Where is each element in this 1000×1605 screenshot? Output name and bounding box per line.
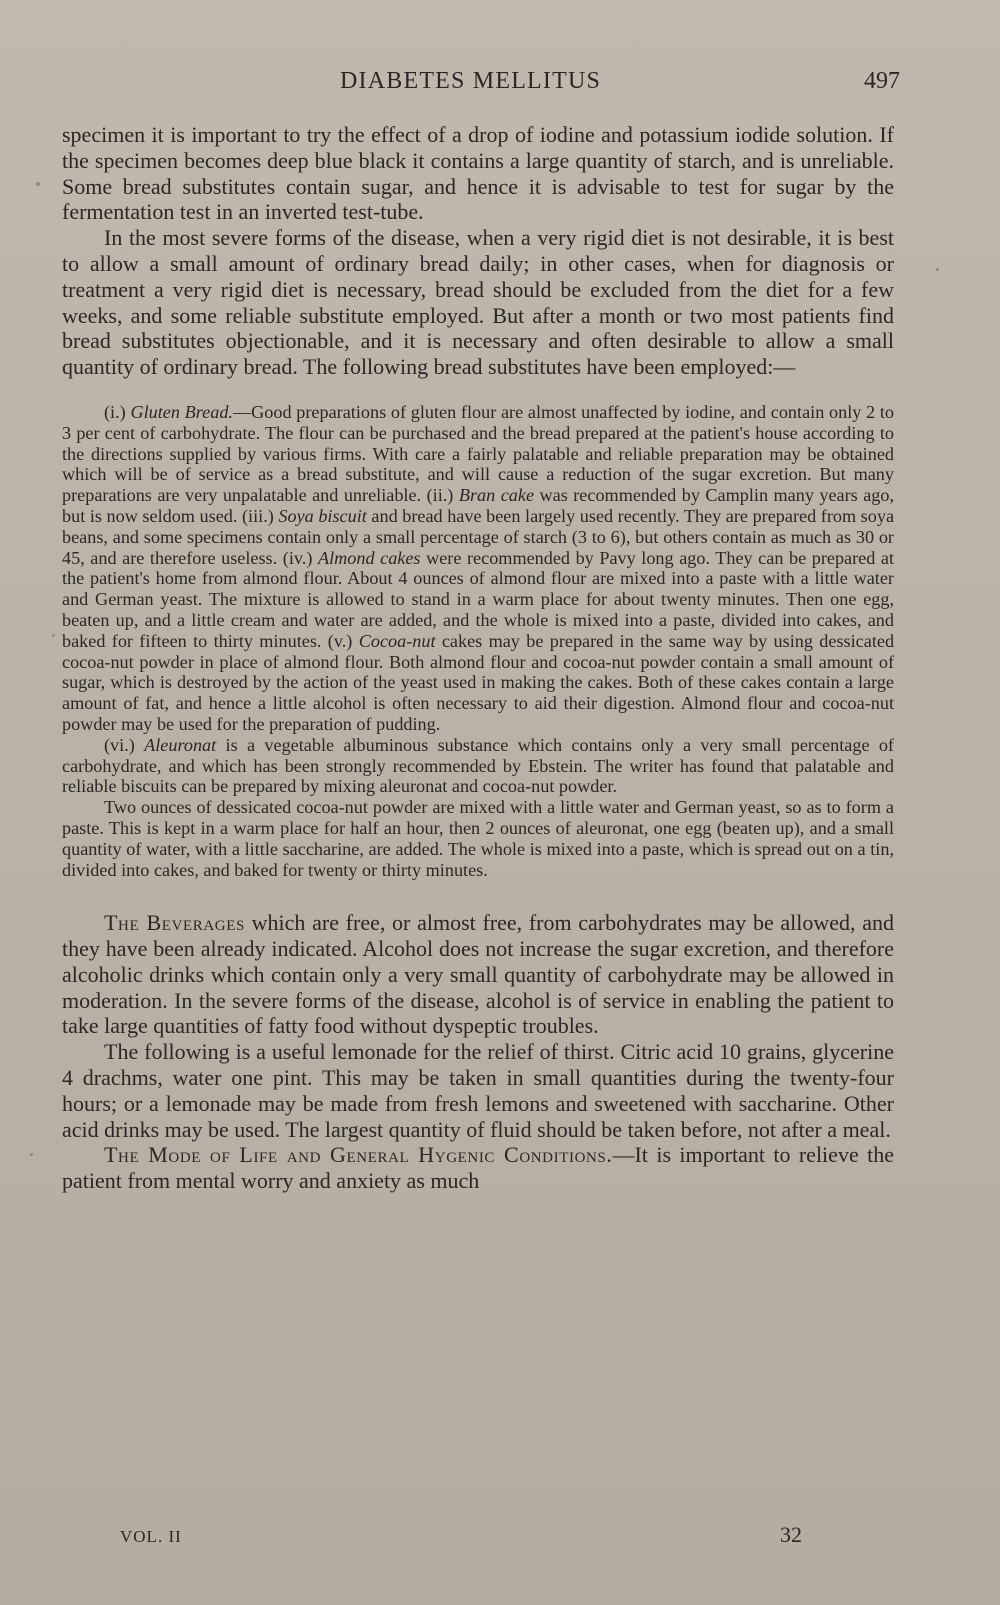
page-number: 497 <box>864 68 900 94</box>
item-number: (iv.) <box>282 547 313 568</box>
section-heading-beverages: The Beverages <box>104 910 245 936</box>
item-number: (i.) <box>104 401 126 422</box>
paragraph-lemonade: The following is a useful lemonade for the relief of thirst. Citric acid 10 grains, glycerine 4 drachms, water one pint. This may be taken in small quantities during the twenty-four hours; or a lemonade may be made from fresh lemons and sweetened with saccharine. Other acid drinks may be used. The largest quantity of fluid should be taken before, not after a meal. <box>62 1039 894 1142</box>
item-number: (iii.) <box>242 505 274 526</box>
beverages-text: which are free, or almost free, from carbohydrates may be allowed, and they have been already indicated. Alcohol does not increase the sugar excretion, and therefore alcoholic drinks which contain only a very small quantity of carbohydrate may be allowed in moderation. In the severe forms of the disease, alcohol is of service in enabling the patient to take large quantities of fatty food without dyspeptic troubles. <box>62 910 895 1039</box>
item-title-cocoa-nut: Cocoa-nut <box>358 630 436 651</box>
paragraph-beverages <box>62 910 894 1039</box>
page-body <box>62 122 894 1194</box>
beverages-section <box>62 910 894 1194</box>
paragraph-aleuronat-recipe: Two ounces of dessicated cocoa-nut powder are mixed with a little water and German yeast, so as to form a paste. This is kept in a warm place for half an hour, then 2 ounces of aleuronat, one egg (beaten up), and a small quantity of water, with a little saccharine, are added. The whole is mixed into a paste, which is spread out on a tin, divided into cakes, and baked for twenty or thirty minutes. <box>62 797 894 880</box>
item-title-almond-cakes: Almond cakes <box>317 547 421 568</box>
item-text-cocoa-nut: cakes may be prepared in the same way by using dessicated cocoa-nut powder in place of almond flour. Both almond flour and cocoa-nut powder contain a small amount of sugar, which is destroyed by the action of the yeast used in making the cakes. Both of these cakes contain a large amount of fat, and hence a little alcohol is often necessary to aid their digestion. Almond flour and cocoa-nut powder may be used for the preparation of pudding. <box>62 630 895 734</box>
paragraph-substitutes-list <box>62 402 894 735</box>
running-title: DIABETES MELLITUS <box>340 68 602 94</box>
paper-speck <box>30 1153 33 1156</box>
item-number: (v.) <box>327 630 353 651</box>
paper-speck <box>36 182 40 186</box>
item-title-gluten-bread: Gluten Bread. <box>130 401 233 422</box>
paragraph-bread-allowance: In the most severe forms of the disease, when a very rigid diet is not desirable, it is best to allow a small amount of ordinary bread daily; in other cases, when for diagnosis or treatment a very rigid diet is necessary, bread should be excluded from the diet for a few weeks, and some reliable substitute employed. But after a month or two most patients find bread substitutes objectionable, and it is necessary and often desirable to allow a small quantity of ordinary bread. The following bread substitutes have been employed:— <box>62 225 894 380</box>
paragraph-mode-of-life <box>62 1142 894 1194</box>
item-text-aleuronat: is a vegetable albuminous substance which contains only a very small percentage of carbohydrate, and which has been strongly recommended by Ebstein. The writer has found that palatable and reliable biscuits can be prepared by mixing aleuronat and cocoa-nut powder. <box>62 734 894 797</box>
item-number: (ii.) <box>426 485 454 506</box>
page-header <box>340 68 900 104</box>
item-text-bran-cake: was recommended by Camplin many years ago, but is now seldom used. <box>62 485 895 526</box>
item-title-bran-cake: Bran cake <box>458 485 535 506</box>
item-title-aleuronat: Aleuronat <box>144 734 217 755</box>
paper-speck <box>936 268 939 271</box>
section-heading-mode-of-life: The Mode of Life and General Hygenic Conditions. <box>104 1142 613 1168</box>
paragraph-specimen-test: specimen it is important to try the effect of a drop of iodine and potassium iodide solution. If the specimen becomes deep blue black it contains a large quantity of starch, and is unreliable. Some bread substitutes contain sugar, and hence it is advisable to test for sugar by the fermentation test in an inverted test-tube. <box>62 122 894 225</box>
volume-mark: VOL. II <box>120 1527 182 1546</box>
item-text-soya-biscuit: and bread have been largely used recently. They are prepared from soya beans, and some specimens contain only a small percentage of starch (3 to 6), but others contain as much as 30 or 45, and are therefore useless. <box>62 505 895 568</box>
item-text-almond-cakes: were recommended by Pavy long ago. They can be prepared at the patient's home from almond flour. About 4 ounces of almond flour are mixed into a paste with a little water and German yeast. The mixture is allowed to stand in a warm place for about twenty minutes. Then one egg, beaten up, and a little cream and water are added, and the whole is mixed into a paste, divided into cakes, and baked for fifteen to thirty minutes. <box>62 547 895 651</box>
paper-speck <box>52 634 55 637</box>
item-text-gluten-bread: —Good preparations of gluten flour are almost unaffected by iodine, and contain only 2 to 3 per cent of carbohydrate. The flour can be purchased and the bread prepared at the patient's house according to the directions supplied by various firms. With care a fairly palatable and reliable preparation may be obtained which will be of service as a bread substitute, and will cause a reduction of the sugar excretion. But many preparations are very unpalatable and unreliable. <box>62 401 894 506</box>
bread-substitutes-section <box>62 402 894 880</box>
mode-of-life-text: —It is important to relieve the patient from mental worry and anxiety as much <box>62 1142 894 1194</box>
intro-section <box>62 122 894 380</box>
item-title-soya-biscuit: Soya biscuit <box>278 505 367 526</box>
signature-mark: 32 <box>780 1522 802 1547</box>
paragraph-aleuronat <box>62 735 894 797</box>
item-number: (vi.) <box>104 734 135 755</box>
